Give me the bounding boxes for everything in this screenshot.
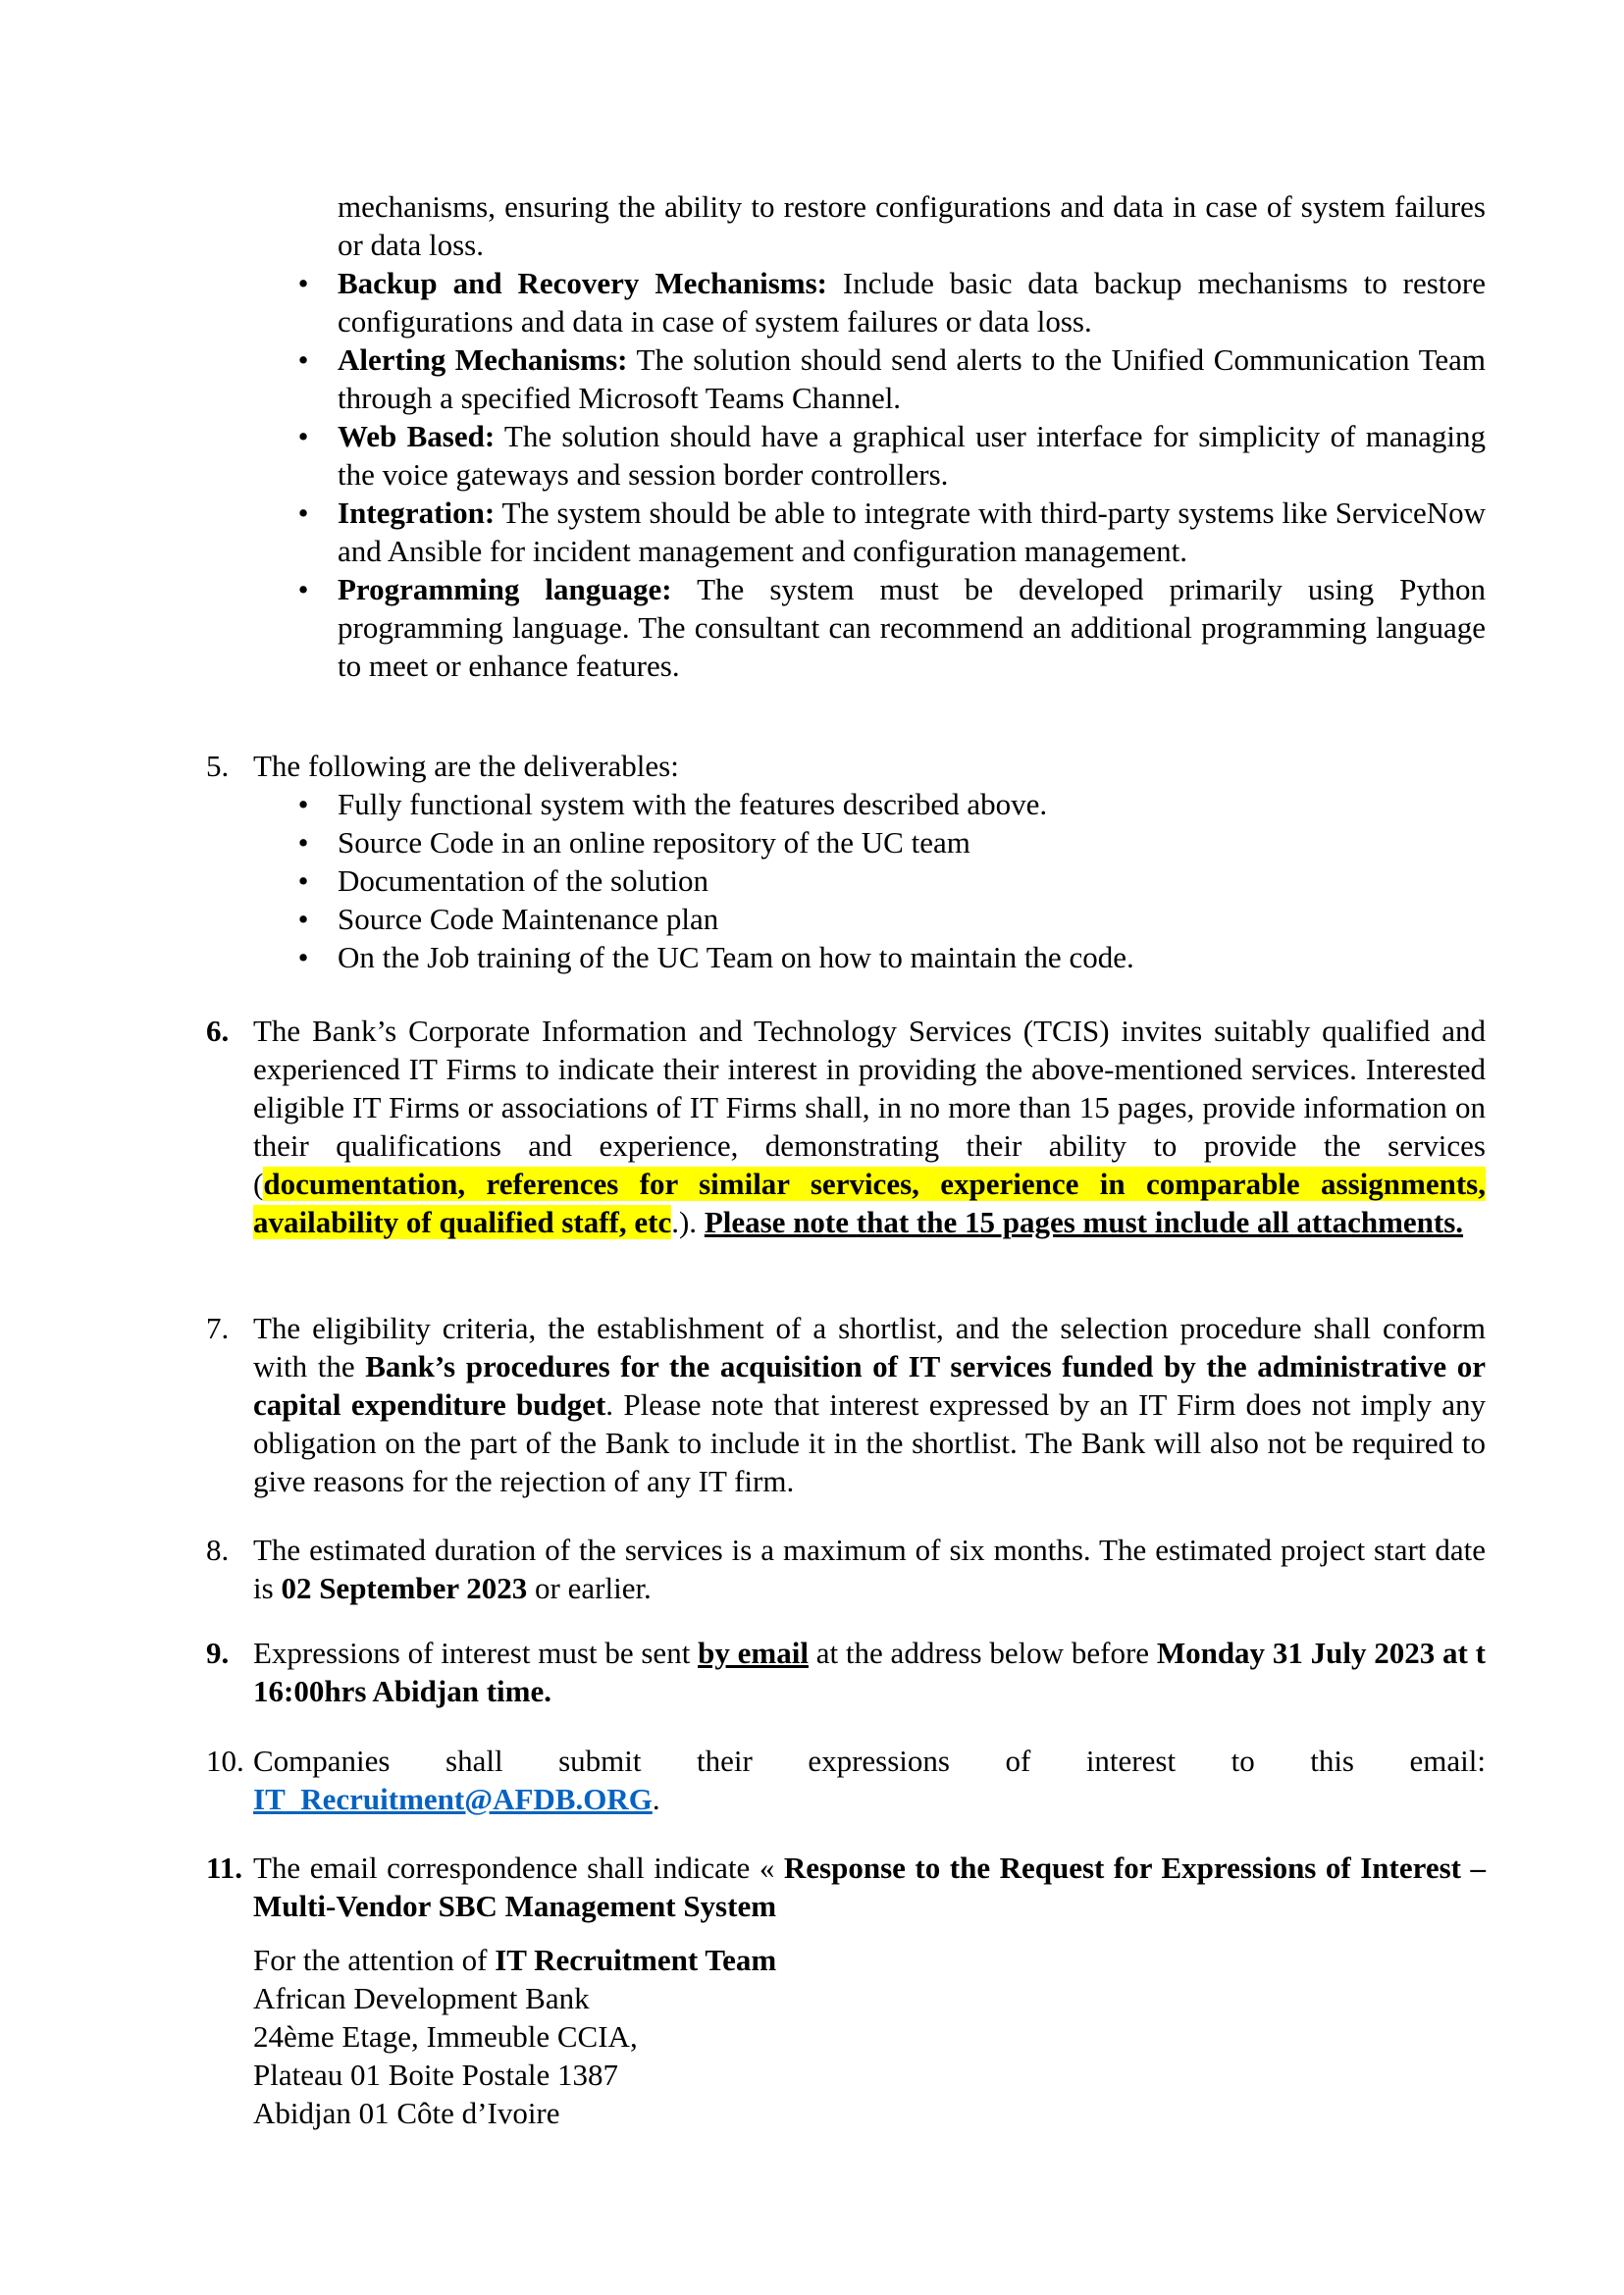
bullet-icon: •: [297, 266, 309, 300]
item-10-text: Companies shall submit their expressions of interest to this email:: [253, 1744, 1486, 1778]
feature-term: Web Based:: [338, 419, 496, 453]
features-list: [297, 264, 1487, 685]
item-11-subject: Response to the Request for Expressions of Interest – Multi-Vendor SBC Management System: [253, 1851, 1486, 1923]
item-8-text: The estimated duration of the services is a maximum of six months. The estimated project start date is 02 September 2023 or earlier.: [253, 1533, 1486, 1605]
item-9-deadline: Monday 31 July 2023 at t 16:00hrs Abidjan time.: [253, 1636, 1486, 1708]
bullet-icon: •: [297, 863, 309, 898]
item-9-text: Expressions of interest must be sent by email at the address below before Monday 31 July 2023 at t 16:00hrs Abidjan time.: [253, 1636, 1486, 1708]
item-9-by-email: by email: [698, 1636, 809, 1670]
feature-text: Include basic data backup mechanisms to restore configurations and data in case of system failures or data loss.: [338, 266, 1486, 339]
feature-term: Integration:: [338, 496, 496, 530]
list-item: • Source Code Maintenance plan: [338, 900, 1486, 938]
list-item: • Documentation of the solution: [338, 861, 1486, 900]
feature-text: The system must be developed primarily using Python programming language. The consultant can recommend an additional programming language to meet or enhance features.: [338, 572, 1487, 683]
intro-continuation: mechanisms, ensuring the ability to restore configurations and data in case of system failures or data loss.: [338, 189, 1486, 262]
list-item: [297, 570, 1487, 685]
address-block: [253, 1941, 1486, 2132]
item-7-text: The eligibility criteria, the establishment of a shortlist, and the selection procedure shall conform with the Bank’s procedures for the acquisition of IT services funded by the administrative or capital expenditure budget. Please note that interest expressed by an IT Firm does not imply any obligation on the part of the Bank to include it in the shortlist. The Bank will also not be required to give reasons for the rejection of any IT firm.: [253, 1311, 1486, 1498]
address-line: African Development Bank: [253, 1981, 590, 2015]
list-item: • On the Job training of the UC Team on how to maintain the code.: [338, 938, 1486, 976]
bullet-icon: •: [297, 825, 309, 860]
email-link[interactable]: IT_Recruitment@AFDB.ORG: [253, 1782, 653, 1816]
feature-text: The solution should have a graphical user interface for simplicity of managing the voice gateways and session border controllers.: [338, 419, 1486, 492]
address-line: Plateau 01 Boite Postale 1387: [253, 2058, 618, 2092]
attention-name: IT Recruitment Team: [495, 1943, 777, 1977]
item-7-number: 7.: [206, 1311, 230, 1345]
list-item: • Fully functional system with the features described above.: [338, 785, 1486, 823]
list-item: • Source Code in an online repository of the UC team: [338, 823, 1486, 861]
deliverables-list: [297, 785, 1486, 976]
item-11-text: The email correspondence shall indicate « Response to the Request for Expressions of Interest – Multi-Vendor SBC Management System: [253, 1851, 1486, 1923]
item-11-number: 11.: [206, 1851, 243, 1885]
item-9-number: 9.: [206, 1636, 230, 1670]
item-10-number: 10.: [206, 1744, 244, 1778]
feature-term: Backup and Recovery Mechanisms:: [338, 266, 827, 300]
item-8-number: 8.: [206, 1533, 230, 1567]
bullet-icon: •: [297, 342, 309, 377]
item-8-date: 02 September 2023: [281, 1571, 528, 1605]
item-6-number: 6.: [206, 1014, 230, 1048]
bullet-icon: •: [297, 419, 309, 453]
item-6-body: The Bank’s Corporate Information and Technology Services (TCIS) invites suitably qualified and experienced IT Firms to indicate their interest in providing the above-mentioned services. Interested eligible IT Firms or associations of IT Firms shall, in no more than 15 pages, provide information on their qualifications and experience, demonstrating their ability to provide the services (: [253, 1014, 1486, 1201]
bullet-icon: •: [297, 572, 309, 606]
bullet-icon: •: [297, 496, 309, 530]
item-6-note: Please note that the 15 pages must include all attachments.: [704, 1205, 1464, 1239]
item-5-text: The following are the deliverables:: [253, 749, 679, 783]
list-item: [297, 340, 1486, 417]
feature-term: Alerting Mechanisms:: [338, 342, 628, 377]
item-6-highlight: documentation, references for similar services, experience in comparable assignments, availability of qualified staff, etc: [253, 1167, 1486, 1239]
feature-term: Programming language:: [338, 572, 672, 606]
list-item: [297, 494, 1486, 570]
item-7-bold: Bank’s procedures for the acquisition of IT services funded by the administrative or capital expenditure budget: [253, 1349, 1486, 1422]
list-item: [297, 417, 1486, 494]
item-6-body-tail: .).: [671, 1205, 705, 1239]
bullet-icon: •: [297, 940, 309, 974]
feature-text: The solution should send alerts to the Unified Communication Team through a specified Microsoft Teams Channel.: [338, 342, 1486, 415]
item-10-email-line: IT_Recruitment@AFDB.ORG.: [253, 1782, 660, 1816]
feature-text: The system should be able to integrate with third-party systems like ServiceNow and Ansible for incident management and configuration management.: [338, 496, 1486, 568]
item-6-text: [253, 1012, 1486, 1241]
bullet-icon: •: [297, 902, 309, 936]
address-line: Abidjan 01 Côte d’Ivoire: [253, 2096, 560, 2130]
list-item: [297, 264, 1486, 340]
item-5-number: 5.: [206, 749, 230, 783]
bullet-icon: •: [297, 787, 309, 821]
address-line: 24ème Etage, Immeuble CCIA,: [253, 2019, 638, 2054]
attention-line: For the attention of IT Recruitment Team: [253, 1943, 777, 1977]
